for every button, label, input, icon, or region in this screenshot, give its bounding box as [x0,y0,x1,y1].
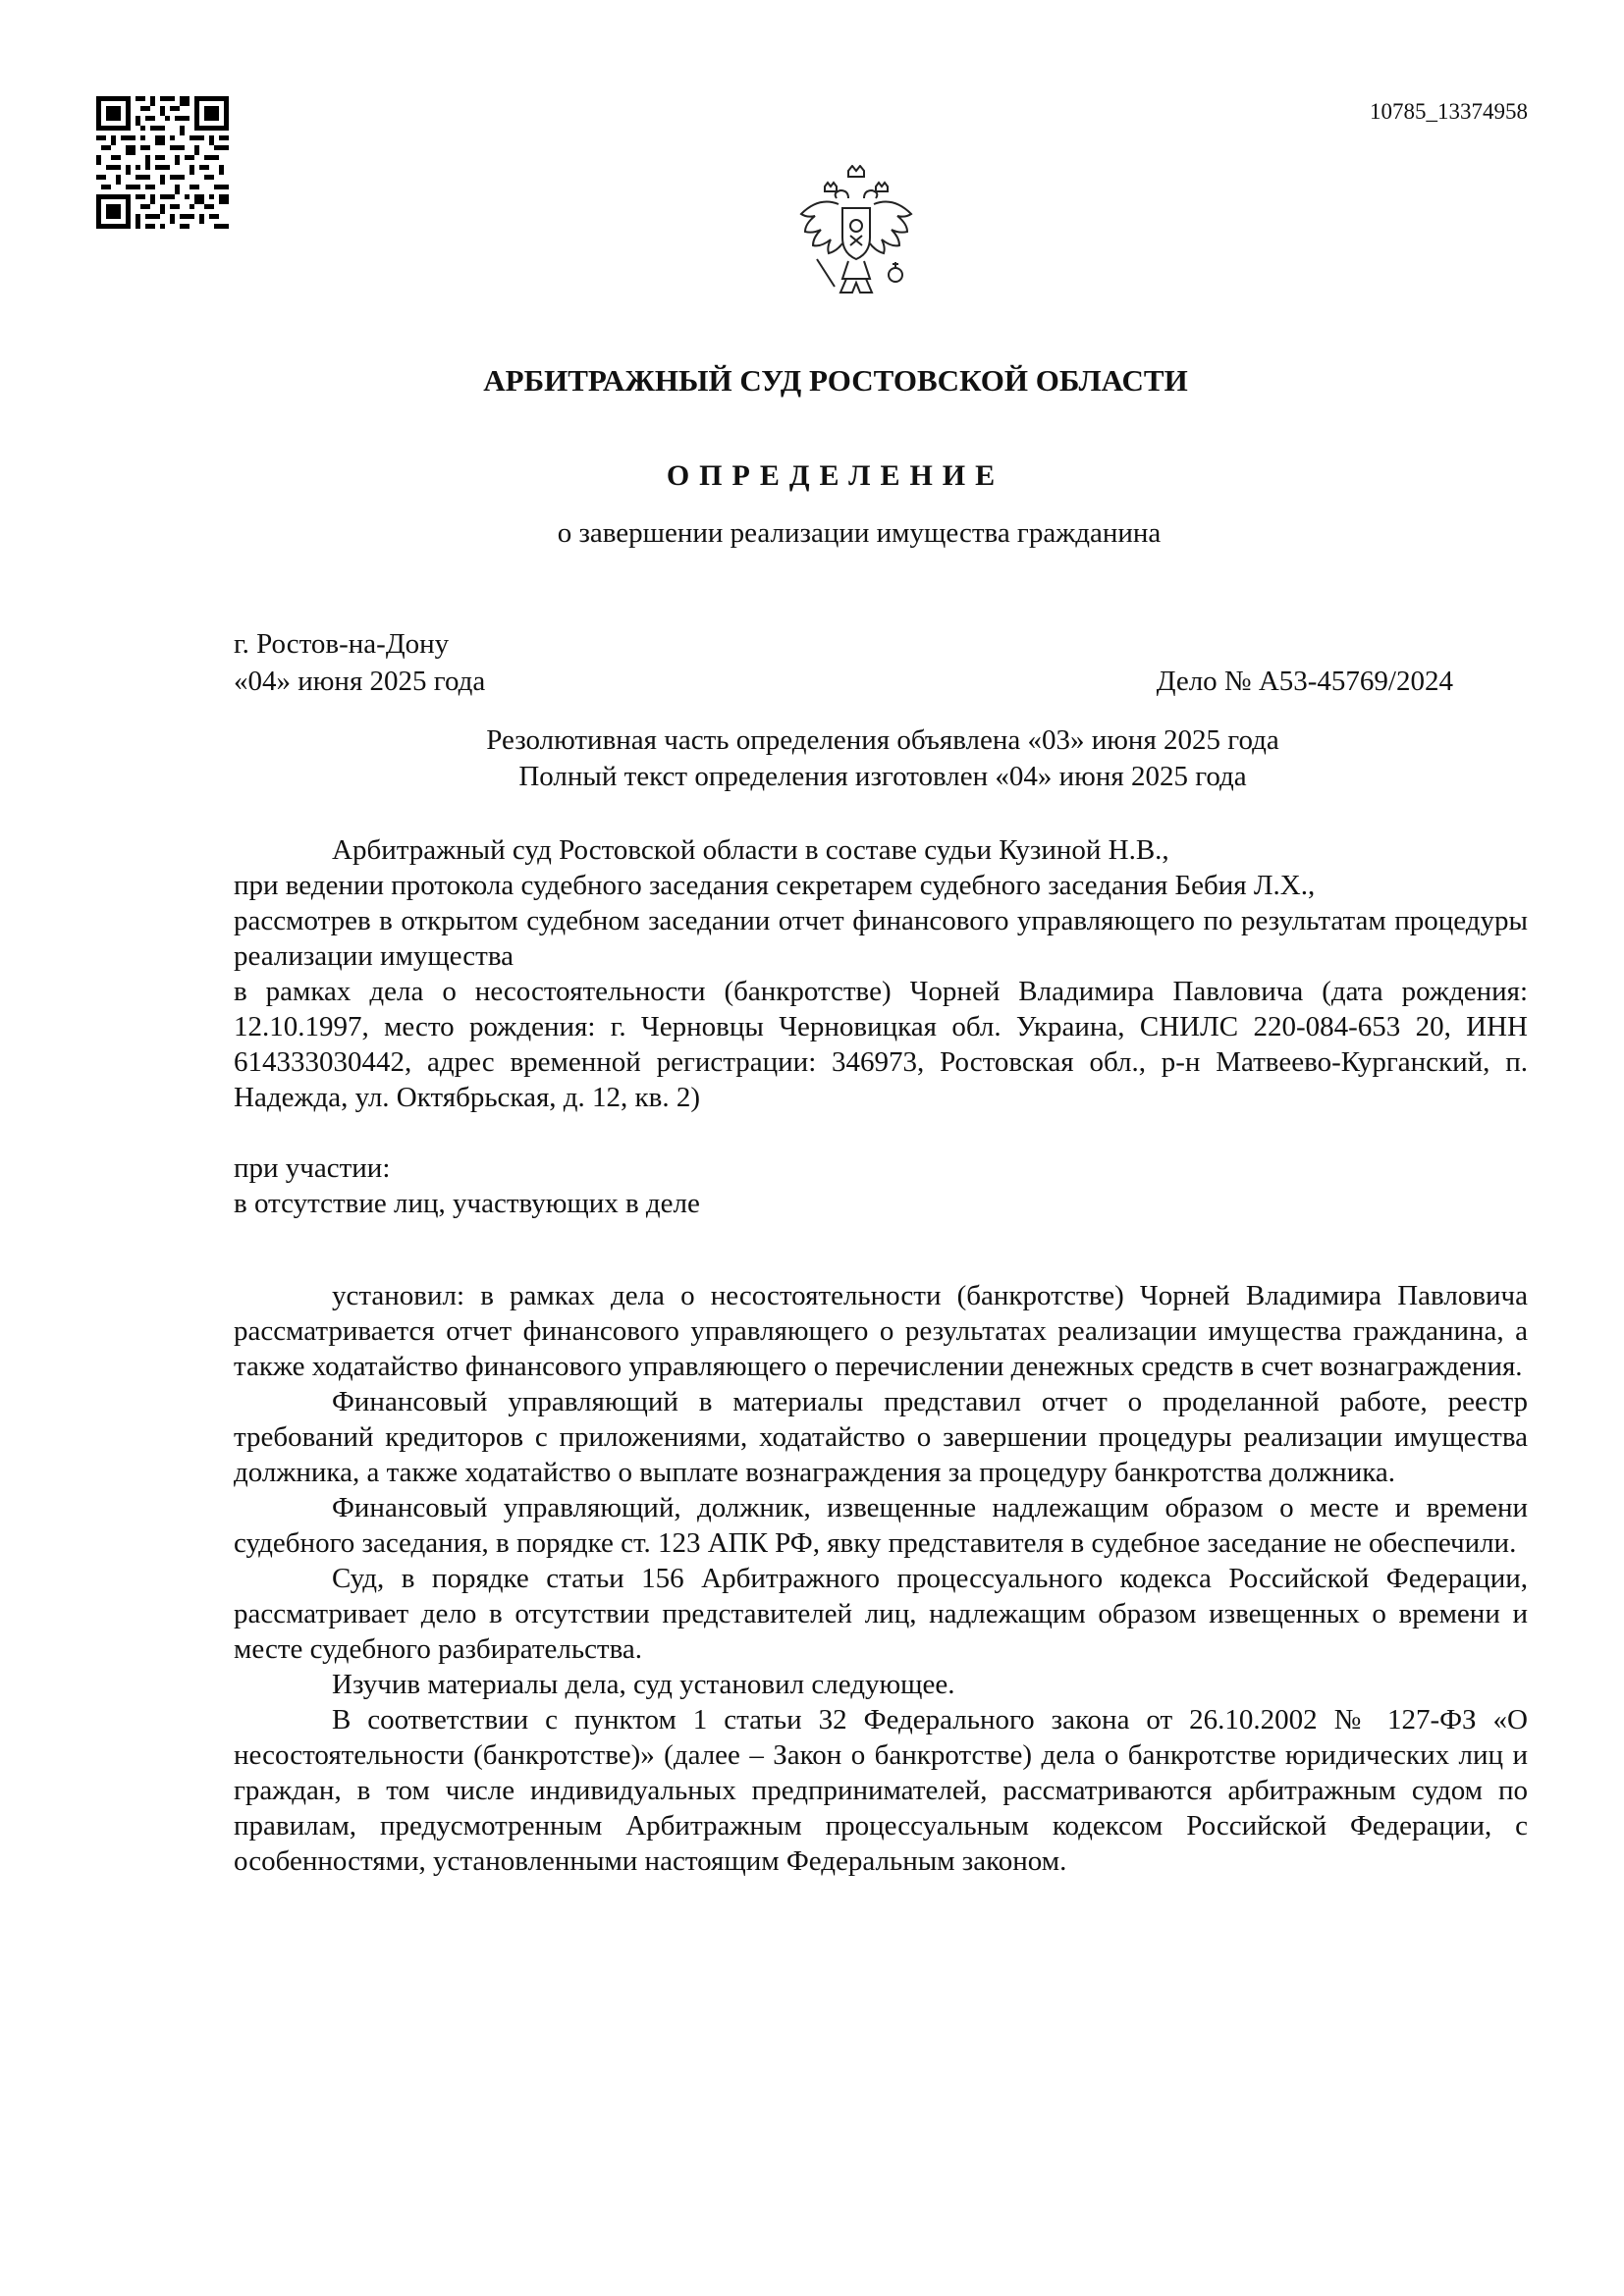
paragraph: Финансовый управляющий, должник, извещенные надлежащим образом о месте и времени судебного заседания, в порядке ст. 123 АПК РФ, явку представителя в судебное заседание не обеспечили. [234,1492,1528,1559]
court-composition: Арбитражный суд Ростовской области в составе судьи Кузиной Н.В., [332,834,1169,866]
document-subtitle: о завершении реализации имущества гражданина [557,517,1162,549]
paragraph: Финансовый управляющий в материалы представил отчет о проделанной работе, реестр требований кредиторов с приложениями, ходатайство о завершении процедуры реализации имущества должника, а также ходатайство о выплате вознаграждения за процедуру банкротства должника. [234,1386,1528,1488]
resolution-announced: Резолютивная часть определения объявлена «03» июня 2025 года [486,724,1279,756]
paragraph: Изучив материалы дела, суд установил следующее. [332,1669,955,1700]
case-number: Дело № А53-45769/2024 [1156,666,1453,697]
place: г. Ростов-на-Дону [234,628,450,660]
russian-coat-of-arms-icon [797,165,915,307]
document-body [234,832,1528,1879]
announcement-block [0,722,1624,795]
participation-label: при участии: [234,1152,391,1184]
paragraph: В соответствии с пунктом 1 статьи 32 Федерального закона от 26.10.2002 № 127-ФЗ «О несостоятельности (банкротстве)» (далее – Закон о банкротстве) дела о банкротстве юридических лиц и граждан, в том числе индивидуальных предпринимателей, рассматриваются арбитражным судом по правилам, предусмотренным Арбитражным процессуальным кодексом Российской Федерации, с особенностями, установленными настоящим Федеральным законом. [234,1704,1528,1877]
qr-code-icon [96,96,229,229]
considering-line: рассмотрев в открытом судебном заседании отчет финансового управляющего по результатам процедуры реализации имущества [234,905,1528,972]
date-case-line [234,666,1453,698]
paragraph: Суд, в порядке статьи 156 Арбитражного процессуального кодекса Российской Федерации, рассматривает дело в отсутствии представителей лиц, надлежащим образом извещенных о времени и месте судебного разбирательства. [234,1563,1528,1665]
secretary-line: при ведении протокола судебного заседания секретарем судебного заседания Бебия Л.Х., [234,870,1316,901]
document-date: «04» июня 2025 года [234,666,486,697]
case-info: в рамках дела о несостоятельности (банкротстве) Чорней Владимира Павловича (дата рождения: 12.10.1997, место рождения: г. Черновцы Черновицкая обл. Украина, СНИЛС 220-084-653 20, ИНН 614333030442, адрес временной регистрации: 346973, Ростовская обл., р-н Матвеево-Курганский, п. Надежда, ул. Октябрьская, д. 12, кв. 2) [234,976,1528,1113]
document-type: ОПРЕДЕЛЕНИЕ [666,459,1005,492]
full-text-made: Полный текст определения изготовлен «04» июня 2025 года [518,761,1247,792]
paragraph: установил: в рамках дела о несостоятельности (банкротстве) Чорней Владимира Павловича рассматривается отчет финансового управляющего о результатах реализации имущества гражданина, а также ходатайство финансового управляющего о перечислении денежных средств в счет вознаграждения. [234,1280,1528,1382]
court-name: АРБИТРАЖНЫЙ СУД РОСТОВСКОЙ ОБЛАСТИ [483,363,1188,398]
document-id: 10785_13374958 [1370,99,1528,124]
participation-text: в отсутствие лиц, участвующих в деле [234,1188,700,1219]
